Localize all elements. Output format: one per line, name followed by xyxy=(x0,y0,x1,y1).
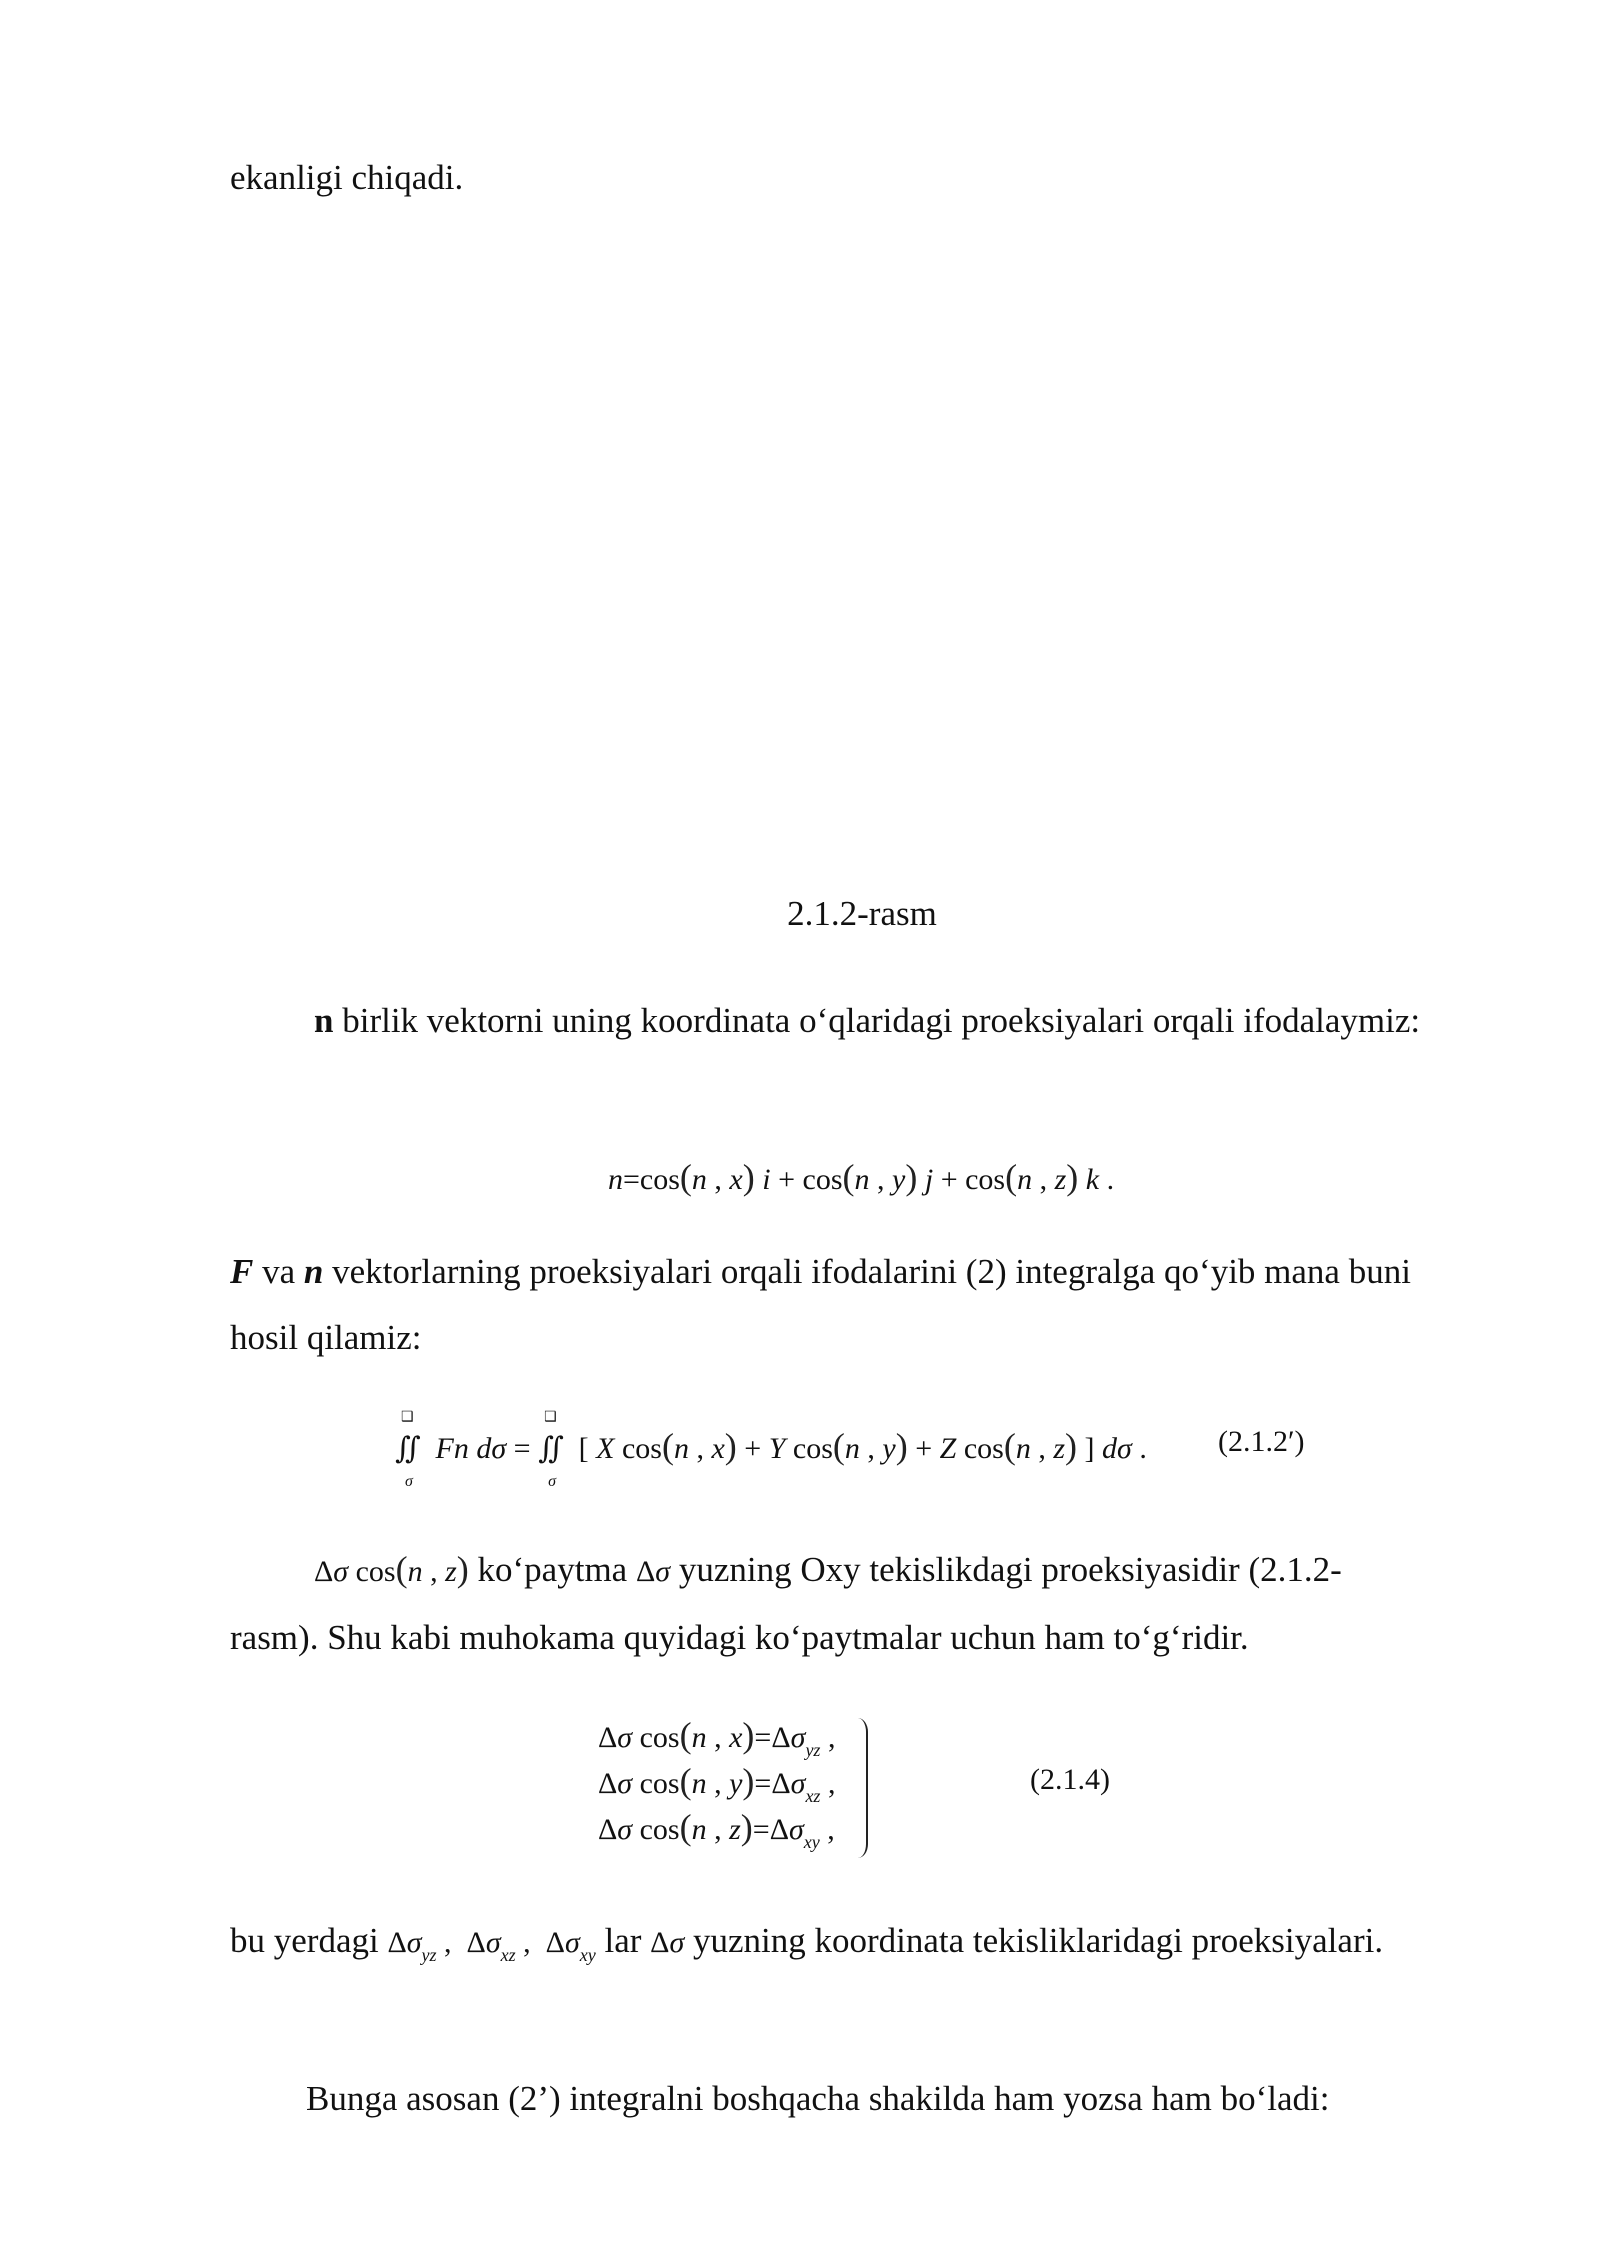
math-delta-sigma: Δσ xyxy=(635,1555,671,1588)
bold-n-2: n xyxy=(303,1252,324,1291)
math-delta-sigma-cos: Δσ cos(n , z) xyxy=(314,1549,469,1589)
paragraph-coordinate-planes xyxy=(230,1908,1430,1979)
figure-caption: 2.1.2-rasm xyxy=(787,894,937,933)
double-integral-symbol-2: ❑ ∬ σ xyxy=(538,1410,564,1490)
double-integral-symbol: ❑ ∬ σ xyxy=(395,1410,421,1490)
paragraph-oxy-text: yuzning Oxy tekislikdagi proeksiyasidir (2.1.2-rasm). Shu kabi muhokama quyidagi ko‘paytmalar uchun ham to‘g‘ridir. xyxy=(230,1550,1342,1657)
paragraph-unit-vector-text: birlik vektorni uning koordinata o‘qlaridagi proeksiyalari orqali ifodalaymiz: xyxy=(333,1001,1421,1040)
paragraph-oxy-projection xyxy=(230,1536,1430,1671)
text-lar: lar xyxy=(595,1921,651,1960)
paragraph-coordinate-text: yuzning koordinata tekisliklaridagi proeksiyalari. xyxy=(684,1921,1384,1960)
figure-placeholder xyxy=(230,220,1430,840)
bold-F: F xyxy=(230,1252,254,1291)
text-kopaytma: ko‘paytma xyxy=(468,1550,636,1589)
equation-row-xz: Δσ cos(n , $y)=\Delta\sigma_{xz}$ , xyxy=(598,1761,836,1806)
equation-row-yz: Δσ cos(n , $x)=\Delta\sigma_{yz}$ , xyxy=(598,1715,836,1760)
text-bu-yerdagi: bu yerdagi xyxy=(230,1921,388,1960)
paragraph-bunga-asosan: Bunga asosan (2’) integralni boshqacha shakilda ham yozsa ham bo‘ladi: xyxy=(306,2079,1330,2118)
paragraph-ekanligi: ekanligi chiqadi. xyxy=(230,158,464,197)
text-va: va xyxy=(253,1252,304,1291)
equation-row-xy: Δσ cos(n , $z)=\Delta\sigma_{xy}$ , xyxy=(598,1807,835,1852)
paragraph-unit-vector xyxy=(230,988,1430,1054)
system-brace xyxy=(858,1718,868,1858)
equation-label-2-1-2: (2.1.2′) xyxy=(1218,1425,1305,1458)
equation-label-2-1-4: (2.1.4) xyxy=(1030,1763,1110,1796)
paragraph-projections xyxy=(230,1239,1430,1371)
equation-n-vector: n=cos(n , x) i + cos(n , y) j + cos(n , z) k . xyxy=(608,1157,1115,1197)
math-delta-sigma-2: Δσ xyxy=(650,1926,685,1959)
equation-system xyxy=(598,1712,835,1850)
math-sigma-yz: $\Delta\sigma_{yz}$ , $\Delta\sigma_{xz}$ , $\Delta\sigma_{xy}$ xyxy=(387,1926,596,1965)
paragraph-projections-text: vektorlarning proeksiyalari orqali ifodalarini (2) integralga qo‘yib mana buni hosil qilamiz: xyxy=(230,1252,1411,1357)
bold-n: n xyxy=(314,1001,334,1040)
equation-surface-integral: ❑ ∬ σ Fn dσ = ❑ ∬ σ [ X cos(n , x) + Y cos(n , y) + Z cos(n , z) ] dσ . xyxy=(395,1410,1147,1490)
